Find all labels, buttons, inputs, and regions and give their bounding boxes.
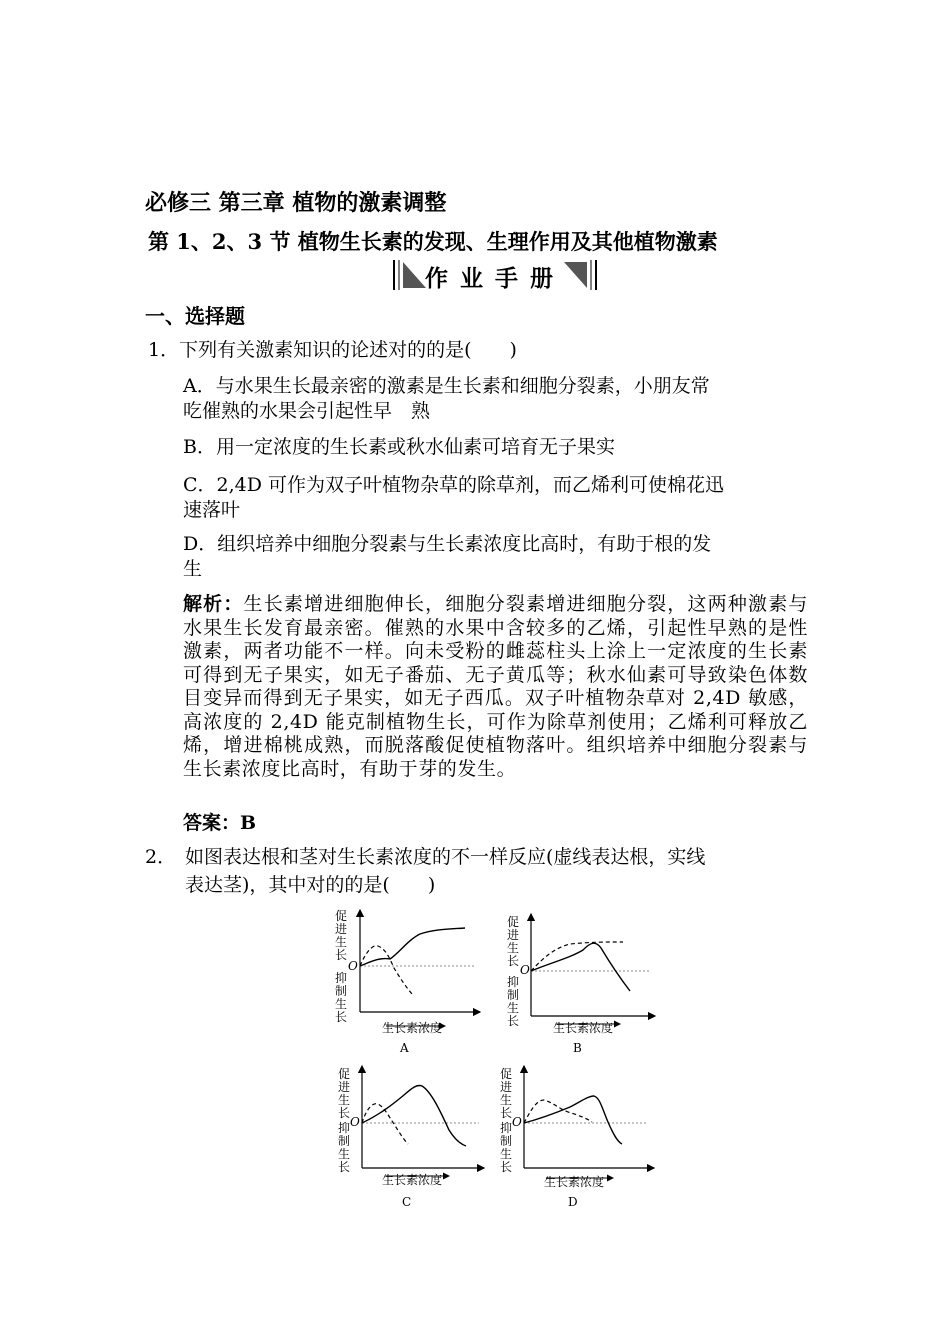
option-c-line2: 速落叶 (183, 499, 241, 521)
svg-text:抑制生长: 抑制生长 (507, 975, 520, 1028)
origin-label: O (348, 959, 358, 973)
question-2-number: 2． (145, 846, 177, 868)
svg-text:A: A (400, 1041, 409, 1055)
svg-text:促进生长: 促进生长 (338, 1067, 351, 1120)
option-c[interactable] (183, 473, 808, 523)
analysis-text: 生长素增进细胞伸长，细胞分裂素增进细胞分裂，这两种激素与水果生长发育最亲密。催熟的水果中含较多的乙烯，引起性早熟的是性激素，两者功能不一样。向未受粉的雌蕊柱头上涂上一定浓度的生长素可得到无子果实，如无子番茄、无子黄瓜等；秋水仙素可导致染色体数目变异而得到无子果实，如无子西瓜。双子叶植物杂草对 2,4D 敏感，高浓度的 2,4D 能克制植物生长，可作为除草剂使用；乙烯利可释放乙烯，增进棉桃成熟，而脱落酸促使植物落叶。组织培养中细胞分裂素与生长素浓度比高时，有助于芽的发生。 (183, 593, 808, 780)
y-top-label: 促进生长 (335, 909, 348, 962)
section-heading: 一、选择题 (145, 304, 245, 328)
option-d-line2: 生 (183, 558, 203, 580)
svg-text:D: D (568, 1195, 578, 1209)
analysis-label: 解析： (183, 593, 244, 615)
option-c-line1: C．2,4D 可作为双子叶植物杂草的除草剂，而乙烯利可使棉花迅 (183, 474, 725, 496)
answer-text: 答案：B (183, 812, 257, 834)
panel-d (500, 1066, 654, 1209)
analysis-block (183, 593, 808, 781)
option-a-line2: 吃催熟的水果会引起性早 熟 (183, 400, 431, 422)
question-2-stem-line1: 如图表达根和茎对生长素浓度的不一样反应(虚线表达根，实线 (185, 846, 706, 868)
option-d-line1: D．组织培养中细胞分裂素与生长素浓度比高时，有助于根的发 (183, 533, 712, 555)
option-b-line1: B．用一定浓度的生长素或秋水仙素可培育无子果实 (183, 436, 615, 458)
option-b[interactable] (183, 435, 808, 460)
svg-text:B: B (573, 1041, 582, 1055)
svg-text:生长素浓度: 生长素浓度 (382, 1173, 443, 1187)
svg-text:O: O (520, 963, 530, 977)
svg-text:生长素浓度: 生长素浓度 (544, 1175, 605, 1189)
option-d[interactable] (183, 532, 808, 582)
svg-text:促进生长: 促进生长 (507, 915, 520, 968)
panel-a (335, 909, 480, 1055)
option-a[interactable] (183, 374, 808, 424)
homework-banner (392, 258, 598, 292)
question-2-stem-line2: 表达茎)，其中对的的是( ) (185, 874, 436, 896)
auxin-response-figure (320, 902, 660, 1222)
svg-text:促进生长: 促进生长 (500, 1067, 513, 1120)
option-a-line1: A．与水果生长最亲密的激素是生长素和细胞分裂素，小朋友常 (183, 375, 710, 397)
chapter-title: 必修三 第三章 植物的激素调整 (145, 190, 447, 216)
banner-label: 作业手册 (425, 265, 565, 292)
svg-text:抑制生长: 抑制生长 (338, 1121, 351, 1174)
panel-c (338, 1066, 484, 1209)
section-title: 第 1、2、3 节 植物生长素的发现、生理作用及其他植物激素 (148, 229, 718, 254)
svg-text:抑制生长: 抑制生长 (500, 1121, 513, 1174)
svg-text:O: O (512, 1115, 522, 1129)
svg-text:生长素浓度: 生长素浓度 (382, 1021, 443, 1035)
question-1-stem: 1．下列有关激素知识的论述对的的是( ) (148, 339, 517, 361)
svg-text:抑制生长: 抑制生长 (335, 971, 348, 1024)
svg-text:C: C (402, 1195, 412, 1209)
svg-text:生长素浓度: 生长素浓度 (553, 1021, 614, 1035)
question-2 (145, 843, 810, 899)
figure-svg (320, 902, 660, 1222)
panel-b (507, 914, 655, 1055)
svg-text:O: O (350, 1115, 360, 1129)
